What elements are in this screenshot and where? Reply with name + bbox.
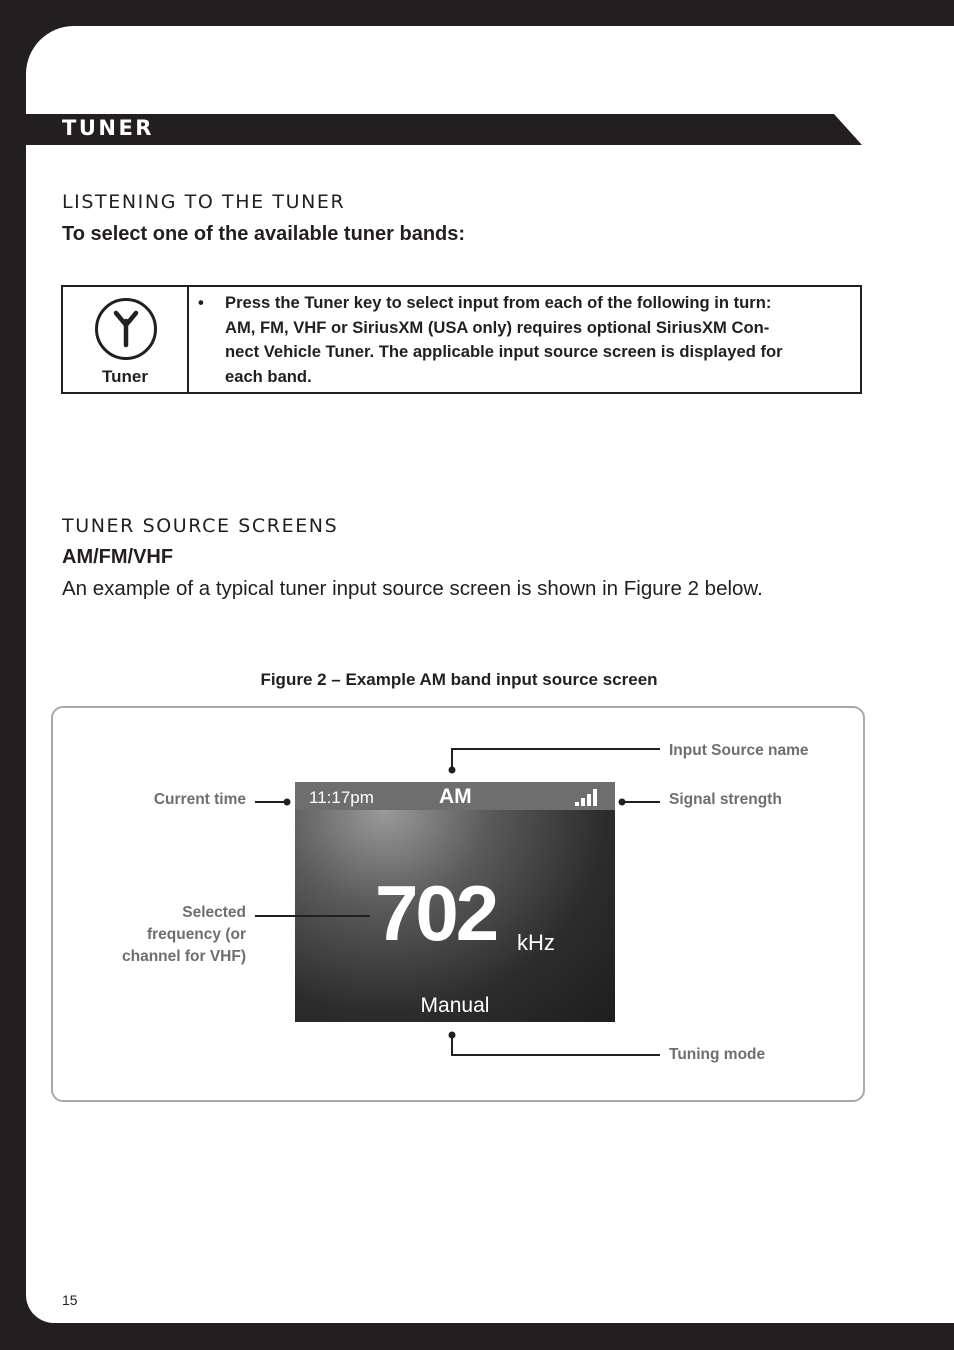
section-heading-source-screens: TUNER SOURCE SCREENS [62,515,339,537]
bullet: • [198,293,204,312]
callout-signal-strength: Signal strength [669,791,782,808]
callout-line: frequency (or [146,926,246,943]
callout-line: Selected [182,904,246,921]
description-line: Press the Tuner key to select input from each of the following in turn: [225,293,772,312]
figure-caption: Figure 2 – Example AM band input source screen [260,670,658,689]
section-body-text: An example of a typical tuner input source screen is shown in Figure 2 below. [62,577,763,600]
callout-selected-frequency [80,902,246,968]
section-subheading-am-fm-vhf: AM/FM/VHF [62,546,174,568]
screen-time: 11:17pm [309,788,374,807]
screen-frequency-unit: kHz [517,930,555,955]
callout-tuning-mode: Tuning mode [669,1046,766,1063]
callout-line: channel for VHF) [121,948,246,965]
section-heading-listening: LISTENING TO THE TUNER [62,191,346,213]
tuner-key-label: Tuner [102,367,148,386]
callout-input-source-name: Input Source name [669,742,809,759]
section-subheading-select-bands: To select one of the available tuner bands: [62,223,466,245]
description-line: AM, FM, VHF or SiriusXM (USA only) requires optional SiriusXM Con- [225,317,770,337]
screen-band: AM [439,785,472,808]
page-number: 15 [62,1292,78,1308]
screen-frequency: 702 [375,869,497,957]
description-line: nect Vehicle Tuner. The applicable input source screen is displayed for [225,342,783,361]
callout-current-time: Current time [153,791,246,808]
description-line: each band. [225,366,312,386]
screen-tuning-mode: Manual [420,994,490,1017]
header-title: TUNER [62,116,154,140]
